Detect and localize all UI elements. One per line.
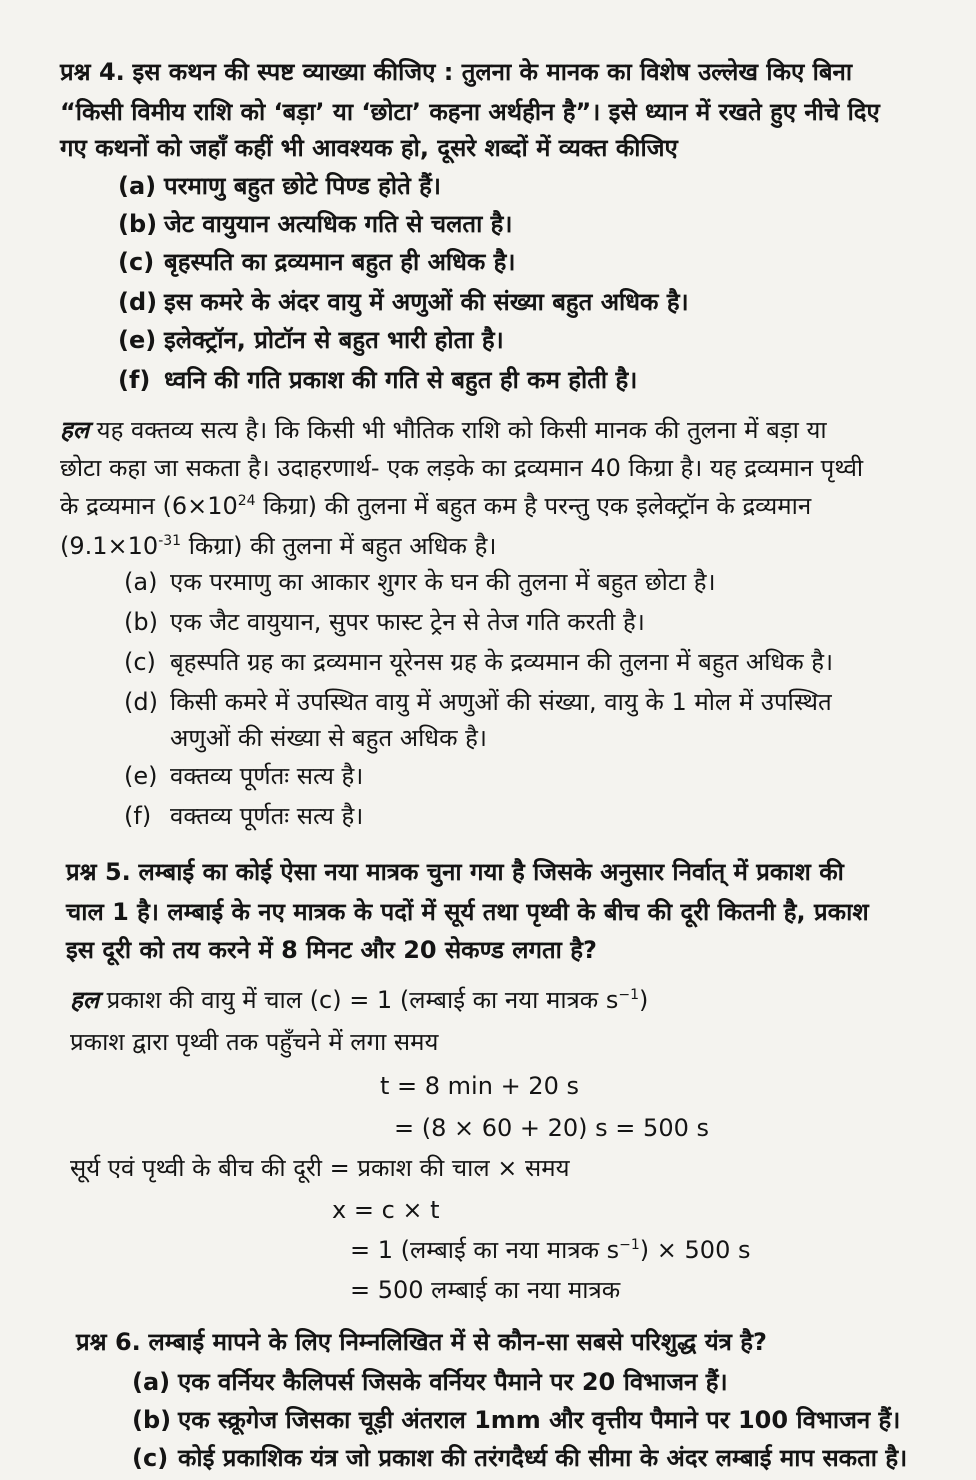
sol4-item-f (124, 800, 363, 832)
q4-item-text: इस कमरे के अंदर वायु में अणुओं की संख्या बहुत अधिक है। (164, 288, 689, 316)
q6-item-label: (a) (132, 1368, 171, 1396)
sol4-line-3-a: के द्रव्यमान (6×10 (60, 492, 238, 520)
sol4-line-4-b: किग्रा) की तुलना में बहुत अधिक है। (181, 532, 497, 560)
sol4-item-label: (b) (124, 608, 158, 636)
sol5-line-1 (70, 984, 648, 1016)
sol4-item-label: (a) (124, 568, 158, 596)
sol4-item-label: (c) (124, 648, 156, 676)
sol5-eq-4-a: = 1 (लम्बाई का नया मात्रक s (350, 1236, 620, 1264)
q4-item-d (118, 286, 689, 318)
q4-item-text: इलेक्ट्रॉन, प्रोटॉन से बहुत भारी होता है। (164, 326, 504, 354)
q4-item-text: परमाणु बहुत छोटे पिण्ड होते हैं। (164, 172, 441, 200)
q4-text-1: इस कथन की स्पष्ट व्याख्या कीजिए : तुलना के मानक का विशेष उल्लेख किए बिना (132, 58, 853, 86)
q4-item-e (118, 324, 504, 356)
sol4-item-text: बृहस्पति ग्रह का द्रव्यमान यूरेनस ग्रह के द्रव्यमान की तुलना में बहुत अधिक है। (170, 648, 834, 676)
sol4-text-1: यह वक्तव्य सत्य है। कि किसी भी भौतिक राशि को किसी मानक की तुलना में बड़ा या (96, 416, 827, 444)
q6-text-1: लम्बाई मापने के लिए निम्नलिखित में से कौन-सा सबसे परिशुद्ध यंत्र है? (148, 1328, 767, 1356)
sol4-line-2: छोटा कहा जा सकता है। उदाहरणार्थ- एक लड़के का द्रव्यमान 40 किग्रा है। यह द्रव्यमान पृथ्वी (60, 454, 864, 482)
sol4-item-b (124, 606, 645, 638)
sol4-item-text: वक्तव्य पूर्णतः सत्य है। (170, 762, 364, 790)
q4-line-2: “किसी विमीय राशि को ‘बड़ा’ या ‘छोटा’ कहना अर्थहीन है”। इसे ध्यान में रखते हुए नीचे दिए (60, 98, 880, 126)
sol4-line-4-a: (9.1×10 (60, 532, 159, 560)
sol5-line-3: सूर्य एवं पृथ्वी के बीच की दूरी = प्रकाश की चाल × समय (70, 1154, 570, 1182)
sol4-item-label: (e) (124, 762, 158, 790)
exponent: −1 (619, 1237, 640, 1253)
sol4-line-4 (60, 530, 496, 562)
sol4-label: हल (60, 416, 90, 444)
q4-label: प्रश्न 4. (60, 58, 125, 86)
q6-item-text: एक वर्नियर कैलिपर्स जिसके वर्नियर पैमाने पर 20 विभाजन हैं। (178, 1368, 728, 1396)
q5-text-1: लम्बाई का कोई ऐसा नया मात्रक चुना गया है जिसके अनुसार निर्वात् में प्रकाश की (138, 858, 844, 886)
q6-item-text: एक स्क्रूगेज जिसका चूड़ी अंतराल 1mm और वृत्तीय पैमाने पर 100 विभाजन हैं। (178, 1406, 901, 1434)
q4-item-label: (d) (118, 288, 158, 316)
q4-item-label: (f) (118, 366, 151, 394)
q4-item-label: (c) (118, 248, 155, 276)
sol5-eq-4-b: ) × 500 s (639, 1236, 751, 1264)
q6-item-text: कोई प्रकाशिक यंत्र जो प्रकाश की तरंगदैर्ध्य की सीमा के अंदर लम्बाई माप सकता है। (178, 1444, 908, 1472)
sol5-line-2: प्रकाश द्वारा पृथ्वी तक पहुँचने में लगा समय (70, 1028, 439, 1056)
sol5-eq-2: = (8 × 60 + 20) s = 500 s (394, 1114, 709, 1142)
q4-line-1 (60, 56, 852, 88)
sol5-eq-5: = 500 लम्बाई का नया मात्रक (350, 1276, 621, 1304)
sol4-item-label: (f) (124, 802, 152, 830)
sol5-eq-4 (350, 1234, 750, 1266)
sol5-eq-1: t = 8 min + 20 s (380, 1072, 579, 1100)
sol4-item-d (124, 686, 832, 718)
q4-item-label: (a) (118, 172, 157, 200)
sol5-eq-3: x = c × t (332, 1196, 440, 1224)
q4-item-text: बृहस्पति का द्रव्यमान बहुत ही अधिक है। (164, 248, 516, 276)
q4-item-c (118, 246, 516, 278)
q5-label: प्रश्न 5. (66, 858, 131, 886)
exponent: −1 (618, 987, 639, 1003)
sol4-item-label: (d) (124, 688, 158, 716)
q4-line-3: गए कथनों को जहाँ कहीं भी आवश्यक हो, दूसरे शब्दों में व्यक्त कीजिए (60, 134, 678, 162)
q6-item-a (132, 1366, 728, 1398)
exponent: -31 (158, 533, 182, 549)
q5-line-2: चाल 1 है। लम्बाई के नए मात्रक के पदों में सूर्य तथा पृथ्वी के बीच की दूरी कितनी है, प्रकाश (66, 898, 869, 926)
sol4-line-3 (60, 490, 811, 522)
sol5-line-1-b: ) (639, 986, 649, 1014)
q4-item-text: ध्वनि की गति प्रकाश की गति से बहुत ही कम होती है। (164, 366, 638, 394)
sol5-line-1-a: प्रकाश की वायु में चाल (c) = 1 (लम्बाई का नया मात्रक s (106, 986, 619, 1014)
q6-line-1 (76, 1326, 767, 1358)
sol4-line-1 (60, 414, 827, 446)
q5-line-3: इस दूरी को तय करने में 8 मिनट और 20 सेकण्ड लगता है? (66, 936, 597, 964)
q4-item-f (118, 364, 637, 396)
sol5-label: हल (70, 986, 100, 1014)
sol4-item-text: एक परमाणु का आकार शुगर के घन की तुलना में बहुत छोटा है। (170, 568, 716, 596)
q6-item-c (132, 1442, 907, 1474)
q5-line-1 (66, 856, 844, 888)
sol4-item-text: एक जैट वायुयान, सुपर फास्ट ट्रेन से तेज गति करती है। (170, 608, 645, 636)
q4-item-label: (e) (118, 326, 157, 354)
sol4-item-e (124, 760, 363, 792)
sol4-item-text: किसी कमरे में उपस्थित वायु में अणुओं की संख्या, वायु के 1 मोल में उपस्थित (170, 688, 832, 716)
sol4-line-3-b: किग्रा) की तुलना में बहुत कम है परन्तु एक इलेक्ट्रॉन के द्रव्यमान (255, 492, 812, 520)
sol4-item-d-cont (124, 722, 487, 754)
q4-item-b (118, 208, 512, 240)
sol4-item-text: वक्तव्य पूर्णतः सत्य है। (170, 802, 364, 830)
q6-label: प्रश्न 6. (76, 1328, 141, 1356)
exponent: 24 (237, 493, 256, 509)
q6-item-label: (b) (132, 1406, 172, 1434)
sol4-item-c (124, 646, 833, 678)
q6-item-label: (c) (132, 1444, 169, 1472)
sol4-item-a (124, 566, 716, 598)
q4-item-text: जेट वायुयान अत्यधिक गति से चलता है। (164, 210, 513, 238)
q6-item-b (132, 1404, 900, 1436)
q4-item-a (118, 170, 441, 202)
sol4-item-text: अणुओं की संख्या से बहुत अधिक है। (170, 724, 487, 752)
q4-item-label: (b) (118, 210, 158, 238)
